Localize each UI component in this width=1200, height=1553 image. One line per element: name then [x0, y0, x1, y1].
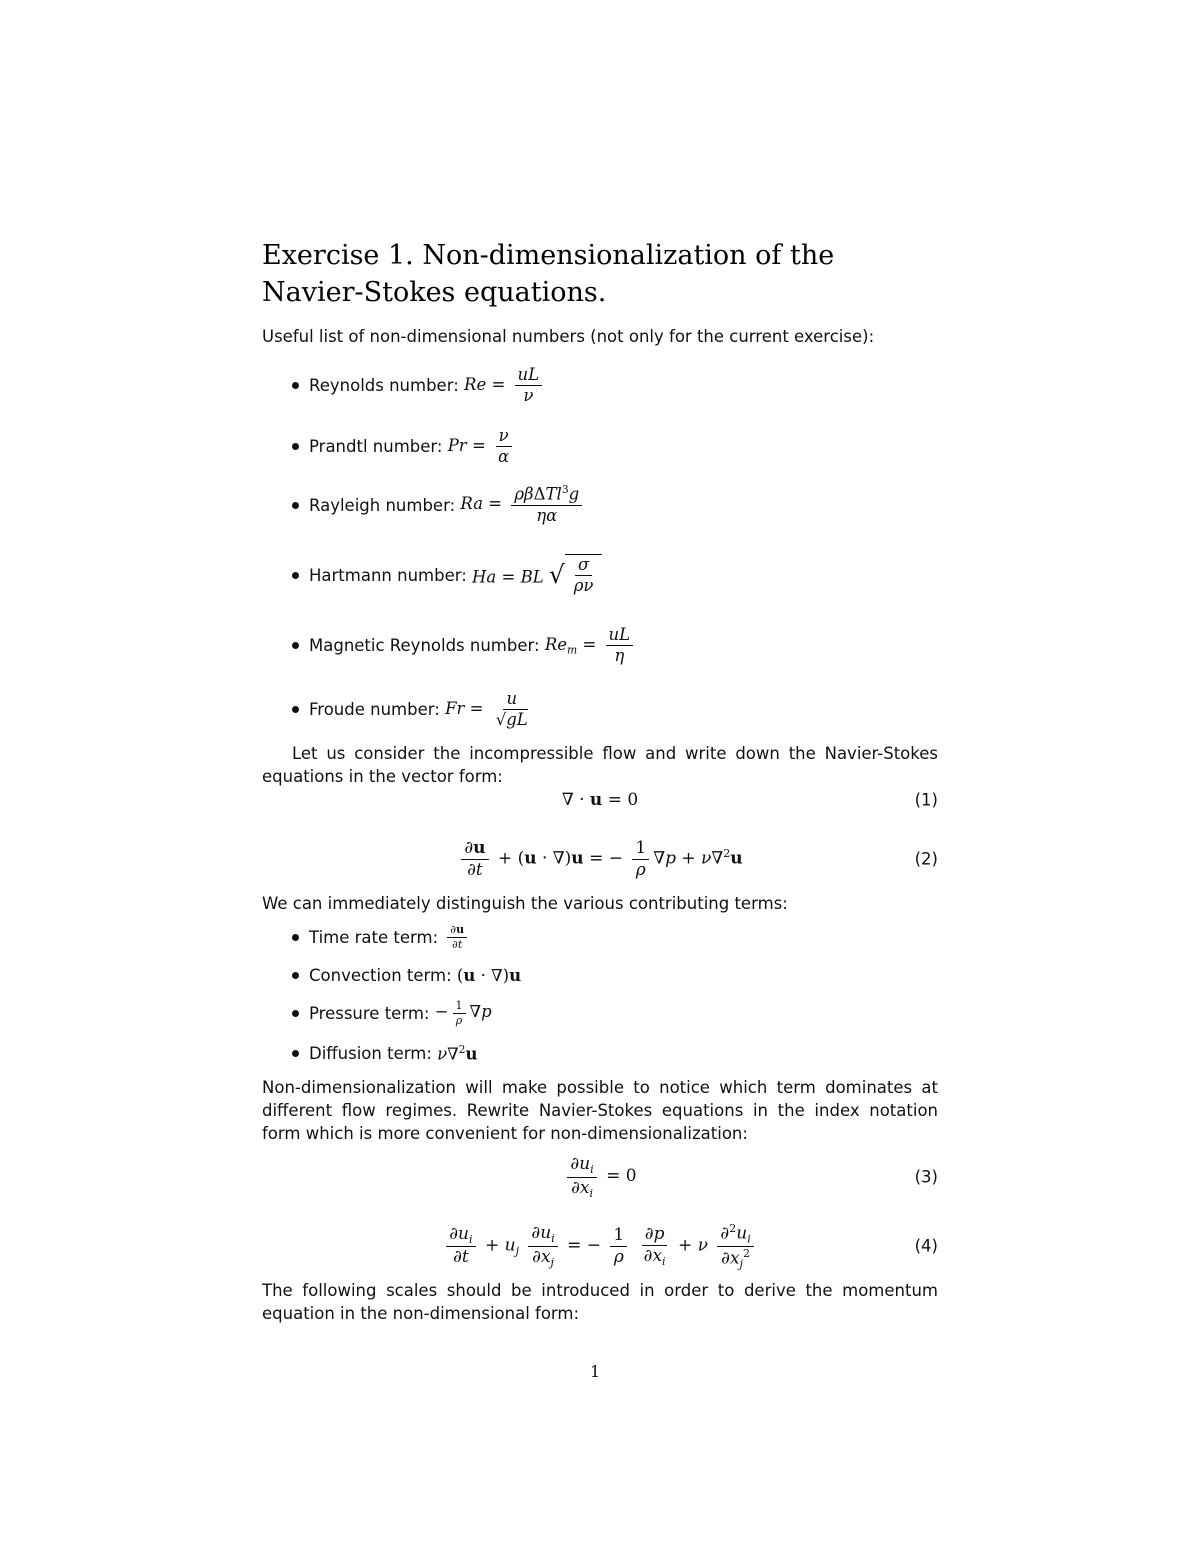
list-item-prandtl — [292, 424, 516, 468]
number-label: Reynolds number: — [309, 375, 459, 395]
number-label: Hartmann number: — [309, 565, 467, 585]
page-number: 1 — [590, 1362, 601, 1381]
equation-3 — [262, 1152, 938, 1202]
equation-4-body: $\frac{\partial u_i}{\partial t}$ + $u_j$ $\frac{\partial u_i}{\partial x_j}$ = − $\frac{1}{\rho}$ $\frac{\partial p}{\partial x_i}$ + ν $\frac{\partial^2u_i}{\partial x_j^2}$ — [442, 1222, 757, 1270]
list-item-reynolds — [292, 363, 546, 407]
bullet-icon — [292, 1050, 299, 1057]
equation-3-body: $\frac{\partial u_i}{\partial x_i}$ = 0 — [563, 1154, 636, 1199]
bullet-icon — [292, 443, 299, 450]
page-title: Exercise 1. Non-dimensionalization of the Navier-Stokes equations. — [262, 240, 835, 308]
list-item-froude — [292, 686, 535, 732]
rayleigh-formula: Ra = $\frac{\rho\beta\Delta Tl^3g}{\eta\alpha}$ — [460, 484, 586, 525]
scales-paragraph: The following scales should be introduced in order to derive the momentum equation in the non-dimensional form: — [262, 1281, 938, 1323]
bullet-icon — [292, 382, 299, 389]
number-label: Rayleigh number: — [309, 495, 456, 515]
list-item-magnetic-reynolds — [292, 622, 637, 668]
equation-1-body: ∇ · u = 0 — [561, 790, 639, 810]
nondim-paragraph: Non-dimensionalization will make possible to notice which term dominates at different flow regimes. Rewrite Navier-Stokes equations in the index notation form which is more convenient for non-dimensionalization: — [262, 1078, 938, 1143]
number-label: Magnetic Reynolds number: — [309, 635, 540, 655]
diffusion-formula: ν∇$^2$u — [437, 1042, 478, 1064]
term-label: Diffusion term: — [309, 1043, 432, 1063]
froude-formula: Fr = $\frac{u}{√gL}$ — [445, 688, 528, 729]
terms-paragraph: We can immediately distinguish the various contributing terms: — [262, 894, 788, 913]
bullet-icon — [292, 642, 299, 649]
list-item-rayleigh — [292, 482, 586, 528]
prandtl-formula: Pr = $\frac{\nu}{\alpha}$ — [448, 426, 516, 467]
hartmann-formula: Ha = BL √ $\frac{\sigma}{\rho\nu}$ — [472, 554, 602, 596]
pressure-formula: − $\frac{1}{\rho}$ ∇p — [434, 999, 492, 1027]
bullet-icon — [292, 972, 299, 979]
list-item-time-rate — [292, 924, 471, 950]
reynolds-formula: Re = $\frac{uL}{\nu}$ — [464, 365, 546, 406]
term-label: Time rate term: — [309, 927, 439, 947]
equation-1 — [262, 775, 938, 825]
equation-number: (4) — [914, 1236, 938, 1256]
equation-number: (1) — [914, 790, 938, 810]
navier-stokes-paragraph: Let us consider the incompressible flow and write down the Navier-Stokes equations in the vector form: — [262, 744, 938, 786]
bullet-icon — [292, 572, 299, 579]
term-label: Convection term: — [309, 965, 452, 985]
list-item-pressure — [292, 998, 492, 1028]
list-item-diffusion — [292, 1040, 477, 1066]
list-item-hartmann — [292, 550, 602, 600]
number-label: Prandtl number: — [309, 436, 443, 456]
magnetic-reynolds-formula: $Re_m$ = $\frac{uL}{\eta}$ — [545, 625, 637, 666]
equation-number: (3) — [914, 1167, 938, 1187]
bullet-icon — [292, 934, 299, 941]
number-label: Froude number: — [309, 699, 440, 719]
intro-paragraph: Useful list of non-dimensional numbers (not only for the current exercise): — [262, 327, 875, 346]
term-label: Pressure term: — [309, 1003, 430, 1023]
convection-formula: (u · ∇)u — [456, 965, 522, 985]
equation-2-body: $\frac{\partial u}{\partial t}$ + (u · ∇)u = − $\frac{1}{\rho}$ ∇p + ν∇$^2$u — [457, 838, 742, 880]
equation-4 — [262, 1221, 938, 1271]
equation-number: (2) — [914, 849, 938, 869]
bullet-icon — [292, 502, 299, 509]
list-item-convection — [292, 962, 521, 988]
equation-2 — [262, 834, 938, 884]
time-rate-formula: $\frac{\partial u}{\partial t}$ — [443, 923, 471, 950]
bullet-icon — [292, 1010, 299, 1017]
bullet-icon — [292, 706, 299, 713]
